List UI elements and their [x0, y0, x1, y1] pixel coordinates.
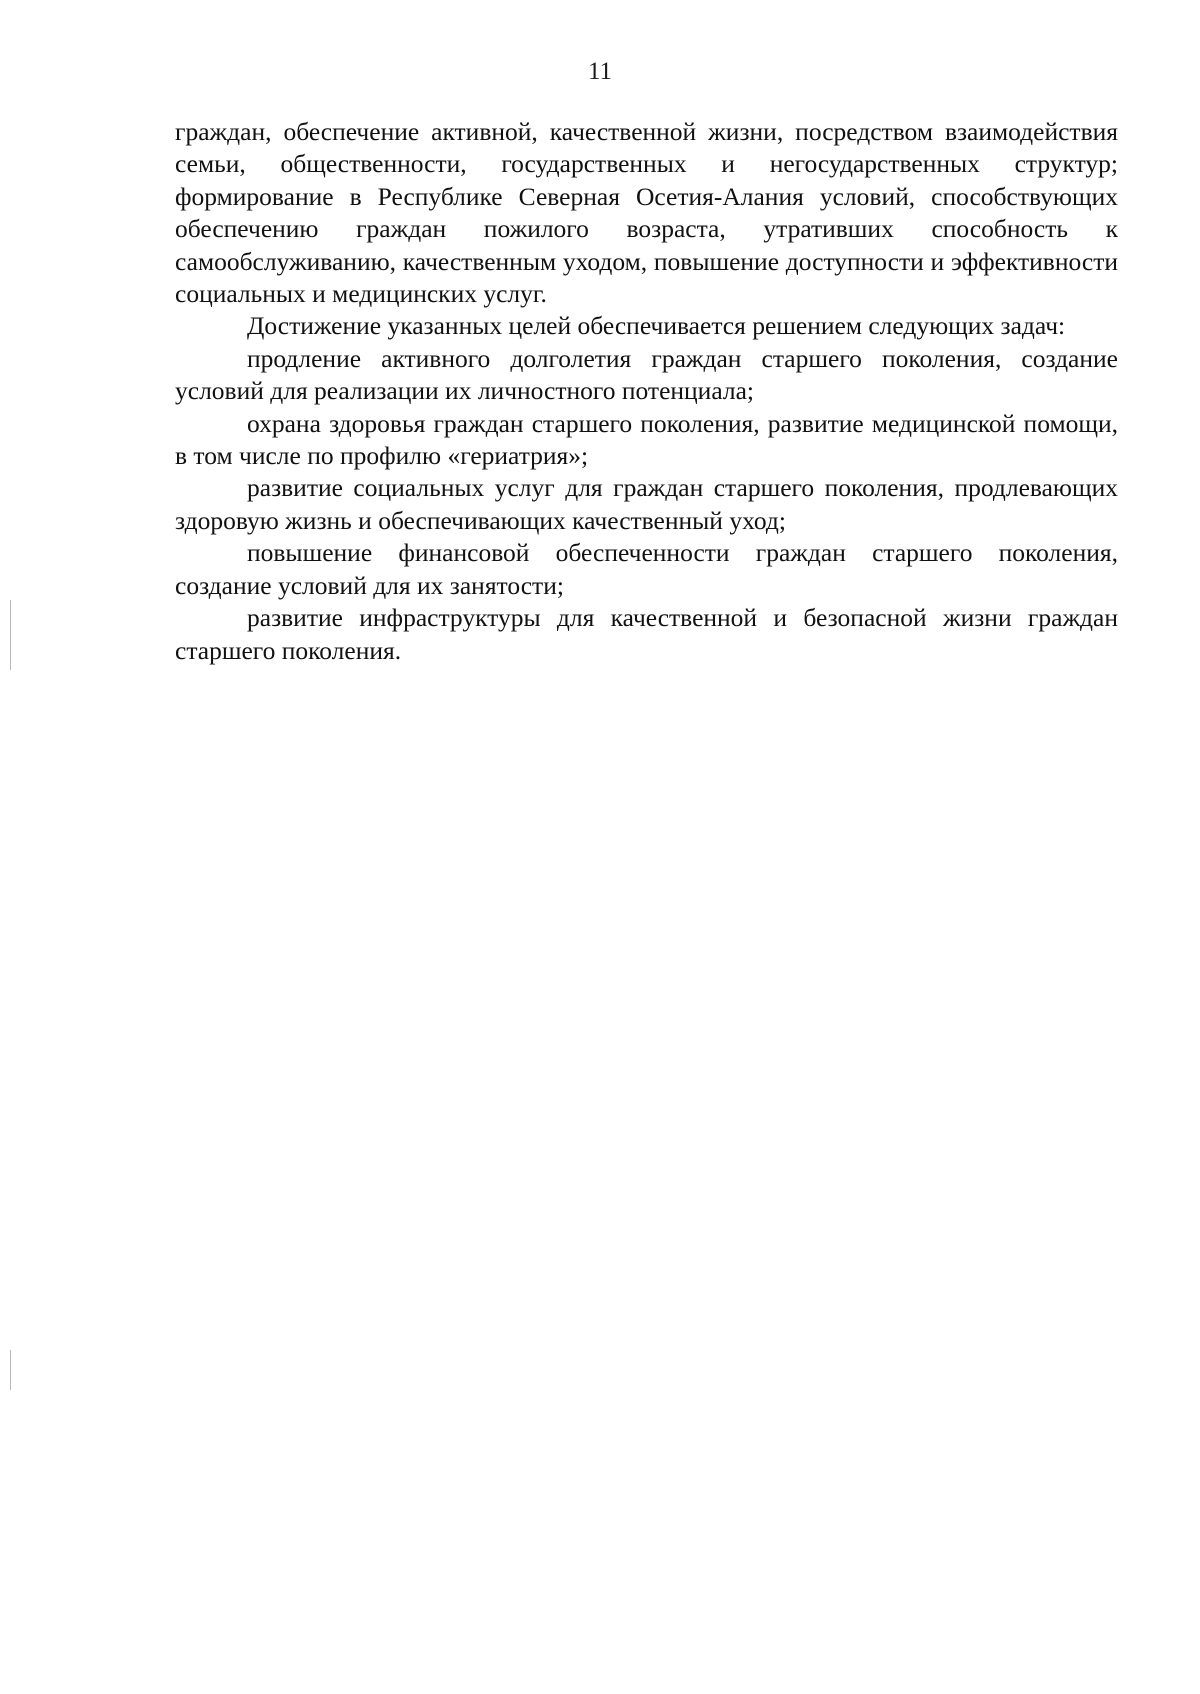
document-body	[175, 116, 1118, 667]
paragraph-continuation: граждан, обеспечение активной, качественной жизни, посредством взаимодействия семьи, общественности, государственных и негосударственных структур; формирование в Республике Северная Осетия-Алания условий, способствующих обеспечению граждан пожилого возраста, утративших способность к самообслуживанию, качественным уходом, повышение доступности и эффективности социальных и медицинских услуг.	[175, 117, 1118, 309]
paragraph-tasks-intro: Достижение указанных целей обеспечивается решением следующих задач:	[247, 311, 1066, 341]
paragraph-task-infrastructure: развитие инфраструктуры для качественной и безопасной жизни граждан старшего поколения.	[175, 603, 1118, 665]
paragraph-task-social-services: развитие социальных услуг для граждан старшего поколения, продлевающих здоровую жизнь и обеспечивающих качественный уход;	[175, 473, 1118, 535]
paragraph-task-finance: повышение финансовой обеспеченности граждан старшего поколения, создание условий для их занятости;	[175, 538, 1118, 600]
scan-edge-mark	[10, 1350, 11, 1390]
page-number: 11	[587, 58, 613, 85]
paragraph-task-longevity: продление активного долголетия граждан старшего поколения, создание условий для реализации их личностного потенциала;	[175, 343, 1118, 406]
paragraph-task-health: охрана здоровья граждан старшего поколения, развитие медицинской помощи, в том числе по профилю «гериатрия»;	[175, 408, 1118, 471]
scan-edge-mark	[10, 600, 11, 670]
